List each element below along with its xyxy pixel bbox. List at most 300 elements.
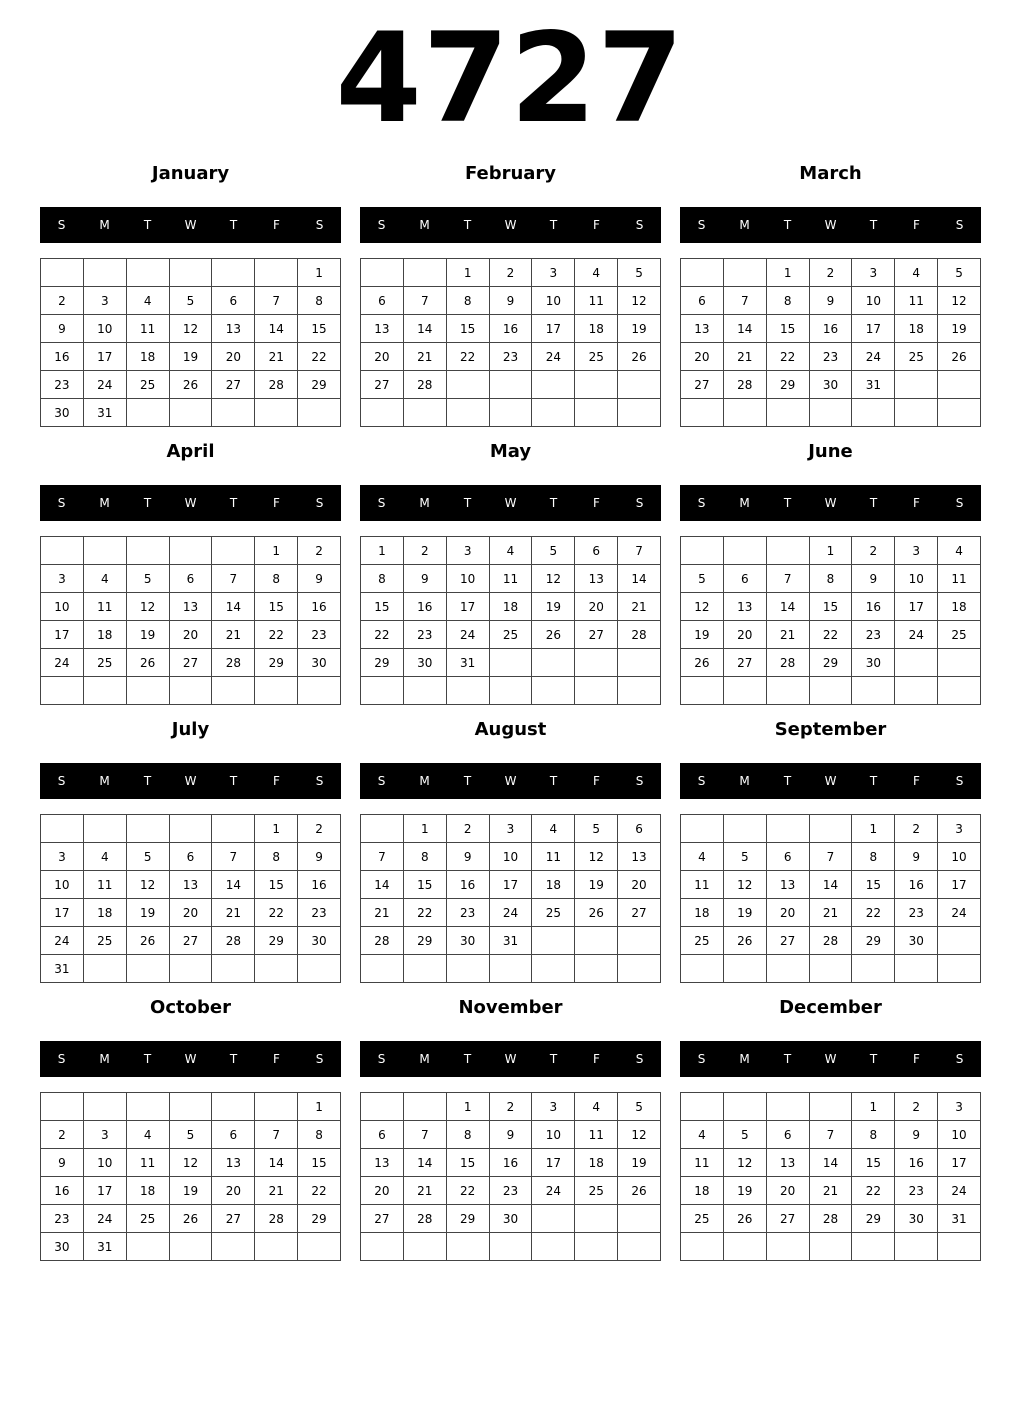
day-cell: 13 [361, 1149, 404, 1177]
day-cell: 8 [852, 1121, 895, 1149]
weekday-label: T [783, 496, 792, 510]
empty-cell [84, 677, 127, 705]
empty-cell [575, 927, 618, 955]
empty-cell [84, 537, 127, 565]
empty-cell [490, 1233, 533, 1261]
day-cell: 26 [532, 621, 575, 649]
day-cell: 18 [490, 593, 533, 621]
weekday-label: F [593, 496, 600, 510]
day-cell: 24 [447, 621, 490, 649]
day-grid [40, 536, 341, 705]
day-cell: 15 [767, 315, 810, 343]
day-cell: 4 [938, 537, 981, 565]
empty-cell [490, 677, 533, 705]
day-cell: 17 [938, 1149, 981, 1177]
weekday-header [680, 1041, 981, 1077]
day-cell: 15 [298, 315, 341, 343]
day-cell: 30 [298, 649, 341, 677]
day-cell: 24 [532, 343, 575, 371]
day-cell: 13 [361, 315, 404, 343]
weekday-label: W [184, 218, 197, 232]
day-cell: 13 [170, 871, 213, 899]
day-cell: 17 [447, 593, 490, 621]
weekday-label: T [783, 218, 792, 232]
empty-cell [447, 399, 490, 427]
month-title: September [774, 719, 887, 740]
day-cell: 6 [767, 843, 810, 871]
day-cell: 12 [127, 871, 170, 899]
day-cell: 7 [767, 565, 810, 593]
empty-cell [404, 677, 447, 705]
empty-cell [532, 955, 575, 983]
empty-cell [212, 259, 255, 287]
weekday-label: M [99, 496, 110, 510]
day-cell: 18 [127, 1177, 170, 1205]
empty-cell [127, 537, 170, 565]
day-cell: 12 [170, 1149, 213, 1177]
day-cell: 19 [170, 1177, 213, 1205]
weekday-label: T [869, 496, 878, 510]
day-cell: 31 [852, 371, 895, 399]
day-cell: 3 [532, 259, 575, 287]
day-cell: 7 [618, 537, 661, 565]
day-cell: 4 [532, 815, 575, 843]
weekday-label: W [824, 496, 837, 510]
empty-cell [255, 955, 298, 983]
empty-cell [938, 955, 981, 983]
day-cell: 22 [852, 899, 895, 927]
day-cell: 8 [255, 843, 298, 871]
day-cell: 19 [618, 315, 661, 343]
day-cell: 4 [895, 259, 938, 287]
empty-cell [575, 399, 618, 427]
day-cell: 22 [361, 621, 404, 649]
day-cell: 10 [41, 593, 84, 621]
day-cell: 2 [490, 1093, 533, 1121]
empty-cell [255, 399, 298, 427]
empty-cell [84, 815, 127, 843]
day-cell: 6 [724, 565, 767, 593]
empty-cell [681, 955, 724, 983]
day-cell: 23 [298, 899, 341, 927]
day-cell: 14 [361, 871, 404, 899]
day-cell: 2 [895, 815, 938, 843]
weekday-label: S [315, 218, 324, 232]
day-cell: 29 [255, 927, 298, 955]
empty-cell [84, 955, 127, 983]
day-grid [40, 814, 341, 983]
empty-cell [298, 955, 341, 983]
weekday-label: S [635, 1052, 644, 1066]
day-cell: 28 [361, 927, 404, 955]
day-cell: 3 [41, 565, 84, 593]
empty-cell [618, 955, 661, 983]
empty-cell [532, 1205, 575, 1233]
day-cell: 4 [127, 1121, 170, 1149]
day-cell: 26 [681, 649, 724, 677]
day-cell: 28 [404, 371, 447, 399]
day-cell: 25 [127, 1205, 170, 1233]
day-cell: 16 [298, 593, 341, 621]
empty-cell [404, 399, 447, 427]
day-cell: 19 [938, 315, 981, 343]
day-cell: 26 [938, 343, 981, 371]
empty-cell [938, 927, 981, 955]
empty-cell [170, 955, 213, 983]
day-cell: 16 [41, 343, 84, 371]
day-cell: 28 [810, 927, 853, 955]
day-cell: 14 [404, 1149, 447, 1177]
weekday-label: T [549, 218, 558, 232]
weekday-label: W [184, 1052, 197, 1066]
day-cell: 18 [532, 871, 575, 899]
day-cell: 23 [490, 1177, 533, 1205]
empty-cell [724, 955, 767, 983]
day-cell: 4 [127, 287, 170, 315]
weekday-label: S [315, 774, 324, 788]
empty-cell [681, 815, 724, 843]
day-cell: 14 [212, 593, 255, 621]
day-cell: 26 [127, 927, 170, 955]
day-cell: 24 [41, 649, 84, 677]
weekday-label: S [955, 774, 964, 788]
day-cell: 5 [681, 565, 724, 593]
day-cell: 15 [852, 871, 895, 899]
weekday-label: S [697, 774, 706, 788]
empty-cell [490, 371, 533, 399]
empty-cell [618, 371, 661, 399]
day-cell: 7 [810, 843, 853, 871]
day-cell: 1 [255, 537, 298, 565]
day-cell: 22 [298, 343, 341, 371]
day-cell: 22 [298, 1177, 341, 1205]
month-title: December [779, 997, 882, 1018]
day-cell: 24 [938, 1177, 981, 1205]
day-cell: 8 [852, 843, 895, 871]
empty-cell [361, 1093, 404, 1121]
empty-cell [767, 1093, 810, 1121]
day-cell: 5 [618, 1093, 661, 1121]
weekday-label: T [869, 1052, 878, 1066]
day-cell: 13 [724, 593, 767, 621]
day-cell: 18 [84, 899, 127, 927]
day-cell: 2 [404, 537, 447, 565]
day-cell: 10 [84, 315, 127, 343]
day-cell: 12 [938, 287, 981, 315]
empty-cell [724, 399, 767, 427]
empty-cell [724, 677, 767, 705]
day-cell: 8 [767, 287, 810, 315]
day-cell: 21 [212, 899, 255, 927]
day-cell: 17 [84, 343, 127, 371]
day-cell: 3 [938, 815, 981, 843]
day-cell: 1 [810, 537, 853, 565]
empty-cell [724, 537, 767, 565]
weekday-label: W [184, 774, 197, 788]
day-cell: 14 [810, 1149, 853, 1177]
weekday-label: F [593, 1052, 600, 1066]
empty-cell [127, 815, 170, 843]
empty-cell [127, 1233, 170, 1261]
weekday-header [40, 485, 341, 521]
day-cell: 5 [618, 259, 661, 287]
day-cell: 9 [490, 287, 533, 315]
day-cell: 29 [767, 371, 810, 399]
day-cell: 9 [490, 1121, 533, 1149]
day-cell: 24 [41, 927, 84, 955]
day-cell: 18 [84, 621, 127, 649]
weekday-label: S [57, 218, 66, 232]
day-cell: 25 [490, 621, 533, 649]
weekday-label: T [869, 774, 878, 788]
day-cell: 5 [532, 537, 575, 565]
day-cell: 24 [895, 621, 938, 649]
day-cell: 18 [575, 315, 618, 343]
day-cell: 2 [810, 259, 853, 287]
empty-cell [852, 955, 895, 983]
day-cell: 8 [298, 1121, 341, 1149]
day-cell: 17 [84, 1177, 127, 1205]
day-cell: 30 [41, 1233, 84, 1261]
weekday-label: S [315, 1052, 324, 1066]
empty-cell [212, 677, 255, 705]
empty-cell [618, 649, 661, 677]
empty-cell [575, 677, 618, 705]
day-cell: 4 [681, 843, 724, 871]
day-cell: 10 [852, 287, 895, 315]
weekday-label: F [273, 1052, 280, 1066]
month-title: July [171, 719, 210, 740]
month-title: November [458, 997, 563, 1018]
day-cell: 16 [852, 593, 895, 621]
day-cell: 20 [767, 899, 810, 927]
empty-cell [170, 815, 213, 843]
day-cell: 22 [255, 899, 298, 927]
day-cell: 23 [852, 621, 895, 649]
day-cell: 3 [490, 815, 533, 843]
month-title: January [151, 163, 230, 184]
weekday-header [360, 485, 661, 521]
day-cell: 4 [84, 843, 127, 871]
day-cell: 16 [490, 1149, 533, 1177]
month-title: August [474, 719, 547, 740]
empty-cell [767, 1233, 810, 1261]
month-title: May [489, 441, 532, 462]
day-cell: 10 [490, 843, 533, 871]
empty-cell [767, 677, 810, 705]
day-cell: 13 [618, 843, 661, 871]
day-cell: 27 [767, 1205, 810, 1233]
day-cell: 25 [84, 649, 127, 677]
day-cell: 16 [490, 315, 533, 343]
day-cell: 21 [724, 343, 767, 371]
weekday-label: T [463, 1052, 472, 1066]
day-cell: 31 [84, 1233, 127, 1261]
empty-cell [938, 399, 981, 427]
empty-cell [170, 677, 213, 705]
empty-cell [724, 259, 767, 287]
empty-cell [618, 399, 661, 427]
empty-cell [810, 1093, 853, 1121]
empty-cell [298, 1233, 341, 1261]
weekday-label: M [419, 218, 430, 232]
empty-cell [84, 1093, 127, 1121]
day-cell: 27 [361, 371, 404, 399]
day-cell: 27 [767, 927, 810, 955]
day-cell: 9 [447, 843, 490, 871]
day-cell: 19 [724, 1177, 767, 1205]
empty-cell [127, 259, 170, 287]
weekday-label: M [739, 1052, 750, 1066]
day-cell: 20 [361, 1177, 404, 1205]
weekday-label: S [315, 496, 324, 510]
day-cell: 11 [895, 287, 938, 315]
day-cell: 6 [361, 287, 404, 315]
day-cell: 22 [852, 1177, 895, 1205]
day-cell: 27 [212, 1205, 255, 1233]
day-cell: 16 [895, 871, 938, 899]
weekday-label: T [549, 1052, 558, 1066]
day-cell: 8 [810, 565, 853, 593]
empty-cell [532, 927, 575, 955]
day-cell: 26 [618, 343, 661, 371]
day-cell: 25 [575, 343, 618, 371]
day-cell: 4 [575, 259, 618, 287]
day-cell: 9 [895, 1121, 938, 1149]
weekday-label: W [824, 774, 837, 788]
day-cell: 14 [724, 315, 767, 343]
day-cell: 12 [618, 287, 661, 315]
empty-cell [127, 955, 170, 983]
weekday-label: W [824, 218, 837, 232]
day-cell: 5 [170, 287, 213, 315]
day-cell: 12 [618, 1121, 661, 1149]
day-cell: 2 [41, 1121, 84, 1149]
weekday-label: M [99, 1052, 110, 1066]
day-cell: 13 [170, 593, 213, 621]
day-cell: 28 [255, 1205, 298, 1233]
day-cell: 30 [895, 1205, 938, 1233]
weekday-label: F [273, 496, 280, 510]
empty-cell [724, 1093, 767, 1121]
month-title: June [808, 441, 853, 462]
day-cell: 25 [84, 927, 127, 955]
empty-cell [298, 399, 341, 427]
weekday-label: F [913, 1052, 920, 1066]
day-cell: 19 [532, 593, 575, 621]
empty-cell [490, 955, 533, 983]
day-cell: 20 [361, 343, 404, 371]
empty-cell [810, 815, 853, 843]
weekday-header [40, 763, 341, 799]
weekday-label: F [913, 774, 920, 788]
day-cell: 21 [404, 343, 447, 371]
weekday-label: T [783, 774, 792, 788]
empty-cell [681, 1093, 724, 1121]
day-cell: 14 [618, 565, 661, 593]
weekday-label: M [739, 774, 750, 788]
weekday-label: T [783, 1052, 792, 1066]
day-cell: 10 [447, 565, 490, 593]
empty-cell [532, 677, 575, 705]
day-cell: 25 [681, 927, 724, 955]
day-cell: 11 [84, 593, 127, 621]
day-cell: 8 [361, 565, 404, 593]
day-cell: 29 [298, 1205, 341, 1233]
day-cell: 27 [212, 371, 255, 399]
day-cell: 6 [170, 843, 213, 871]
empty-cell [255, 677, 298, 705]
weekday-label: T [463, 496, 472, 510]
day-cell: 10 [84, 1149, 127, 1177]
weekday-label: S [955, 496, 964, 510]
weekday-label: T [463, 218, 472, 232]
day-grid [40, 1092, 341, 1261]
day-cell: 23 [810, 343, 853, 371]
day-cell: 5 [724, 843, 767, 871]
weekday-header [680, 763, 981, 799]
day-cell: 13 [767, 1149, 810, 1177]
day-cell: 11 [127, 1149, 170, 1177]
empty-cell [895, 677, 938, 705]
empty-cell [127, 399, 170, 427]
day-cell: 3 [852, 259, 895, 287]
empty-cell [170, 537, 213, 565]
day-cell: 13 [212, 315, 255, 343]
day-cell: 23 [298, 621, 341, 649]
empty-cell [938, 649, 981, 677]
empty-cell [41, 259, 84, 287]
weekday-label: W [824, 1052, 837, 1066]
day-cell: 20 [212, 1177, 255, 1205]
day-cell: 17 [852, 315, 895, 343]
empty-cell [681, 537, 724, 565]
empty-cell [532, 649, 575, 677]
day-cell: 1 [852, 815, 895, 843]
day-cell: 10 [532, 287, 575, 315]
weekday-header [680, 207, 981, 243]
day-cell: 12 [127, 593, 170, 621]
weekday-label: W [184, 496, 197, 510]
day-cell: 18 [575, 1149, 618, 1177]
day-cell: 24 [84, 371, 127, 399]
empty-cell [618, 927, 661, 955]
weekday-label: S [635, 218, 644, 232]
day-cell: 2 [490, 259, 533, 287]
day-cell: 24 [938, 899, 981, 927]
day-cell: 6 [170, 565, 213, 593]
day-cell: 21 [212, 621, 255, 649]
empty-cell [212, 815, 255, 843]
weekday-label: F [913, 218, 920, 232]
day-cell: 10 [938, 1121, 981, 1149]
day-cell: 17 [938, 871, 981, 899]
day-cell: 7 [255, 1121, 298, 1149]
weekday-label: T [143, 1052, 152, 1066]
day-cell: 17 [490, 871, 533, 899]
empty-cell [852, 399, 895, 427]
day-cell: 19 [681, 621, 724, 649]
weekday-label: M [419, 1052, 430, 1066]
empty-cell [681, 259, 724, 287]
day-cell: 25 [938, 621, 981, 649]
day-cell: 16 [404, 593, 447, 621]
day-cell: 11 [575, 287, 618, 315]
empty-cell [895, 399, 938, 427]
day-cell: 15 [447, 1149, 490, 1177]
day-cell: 28 [810, 1205, 853, 1233]
empty-cell [170, 1093, 213, 1121]
